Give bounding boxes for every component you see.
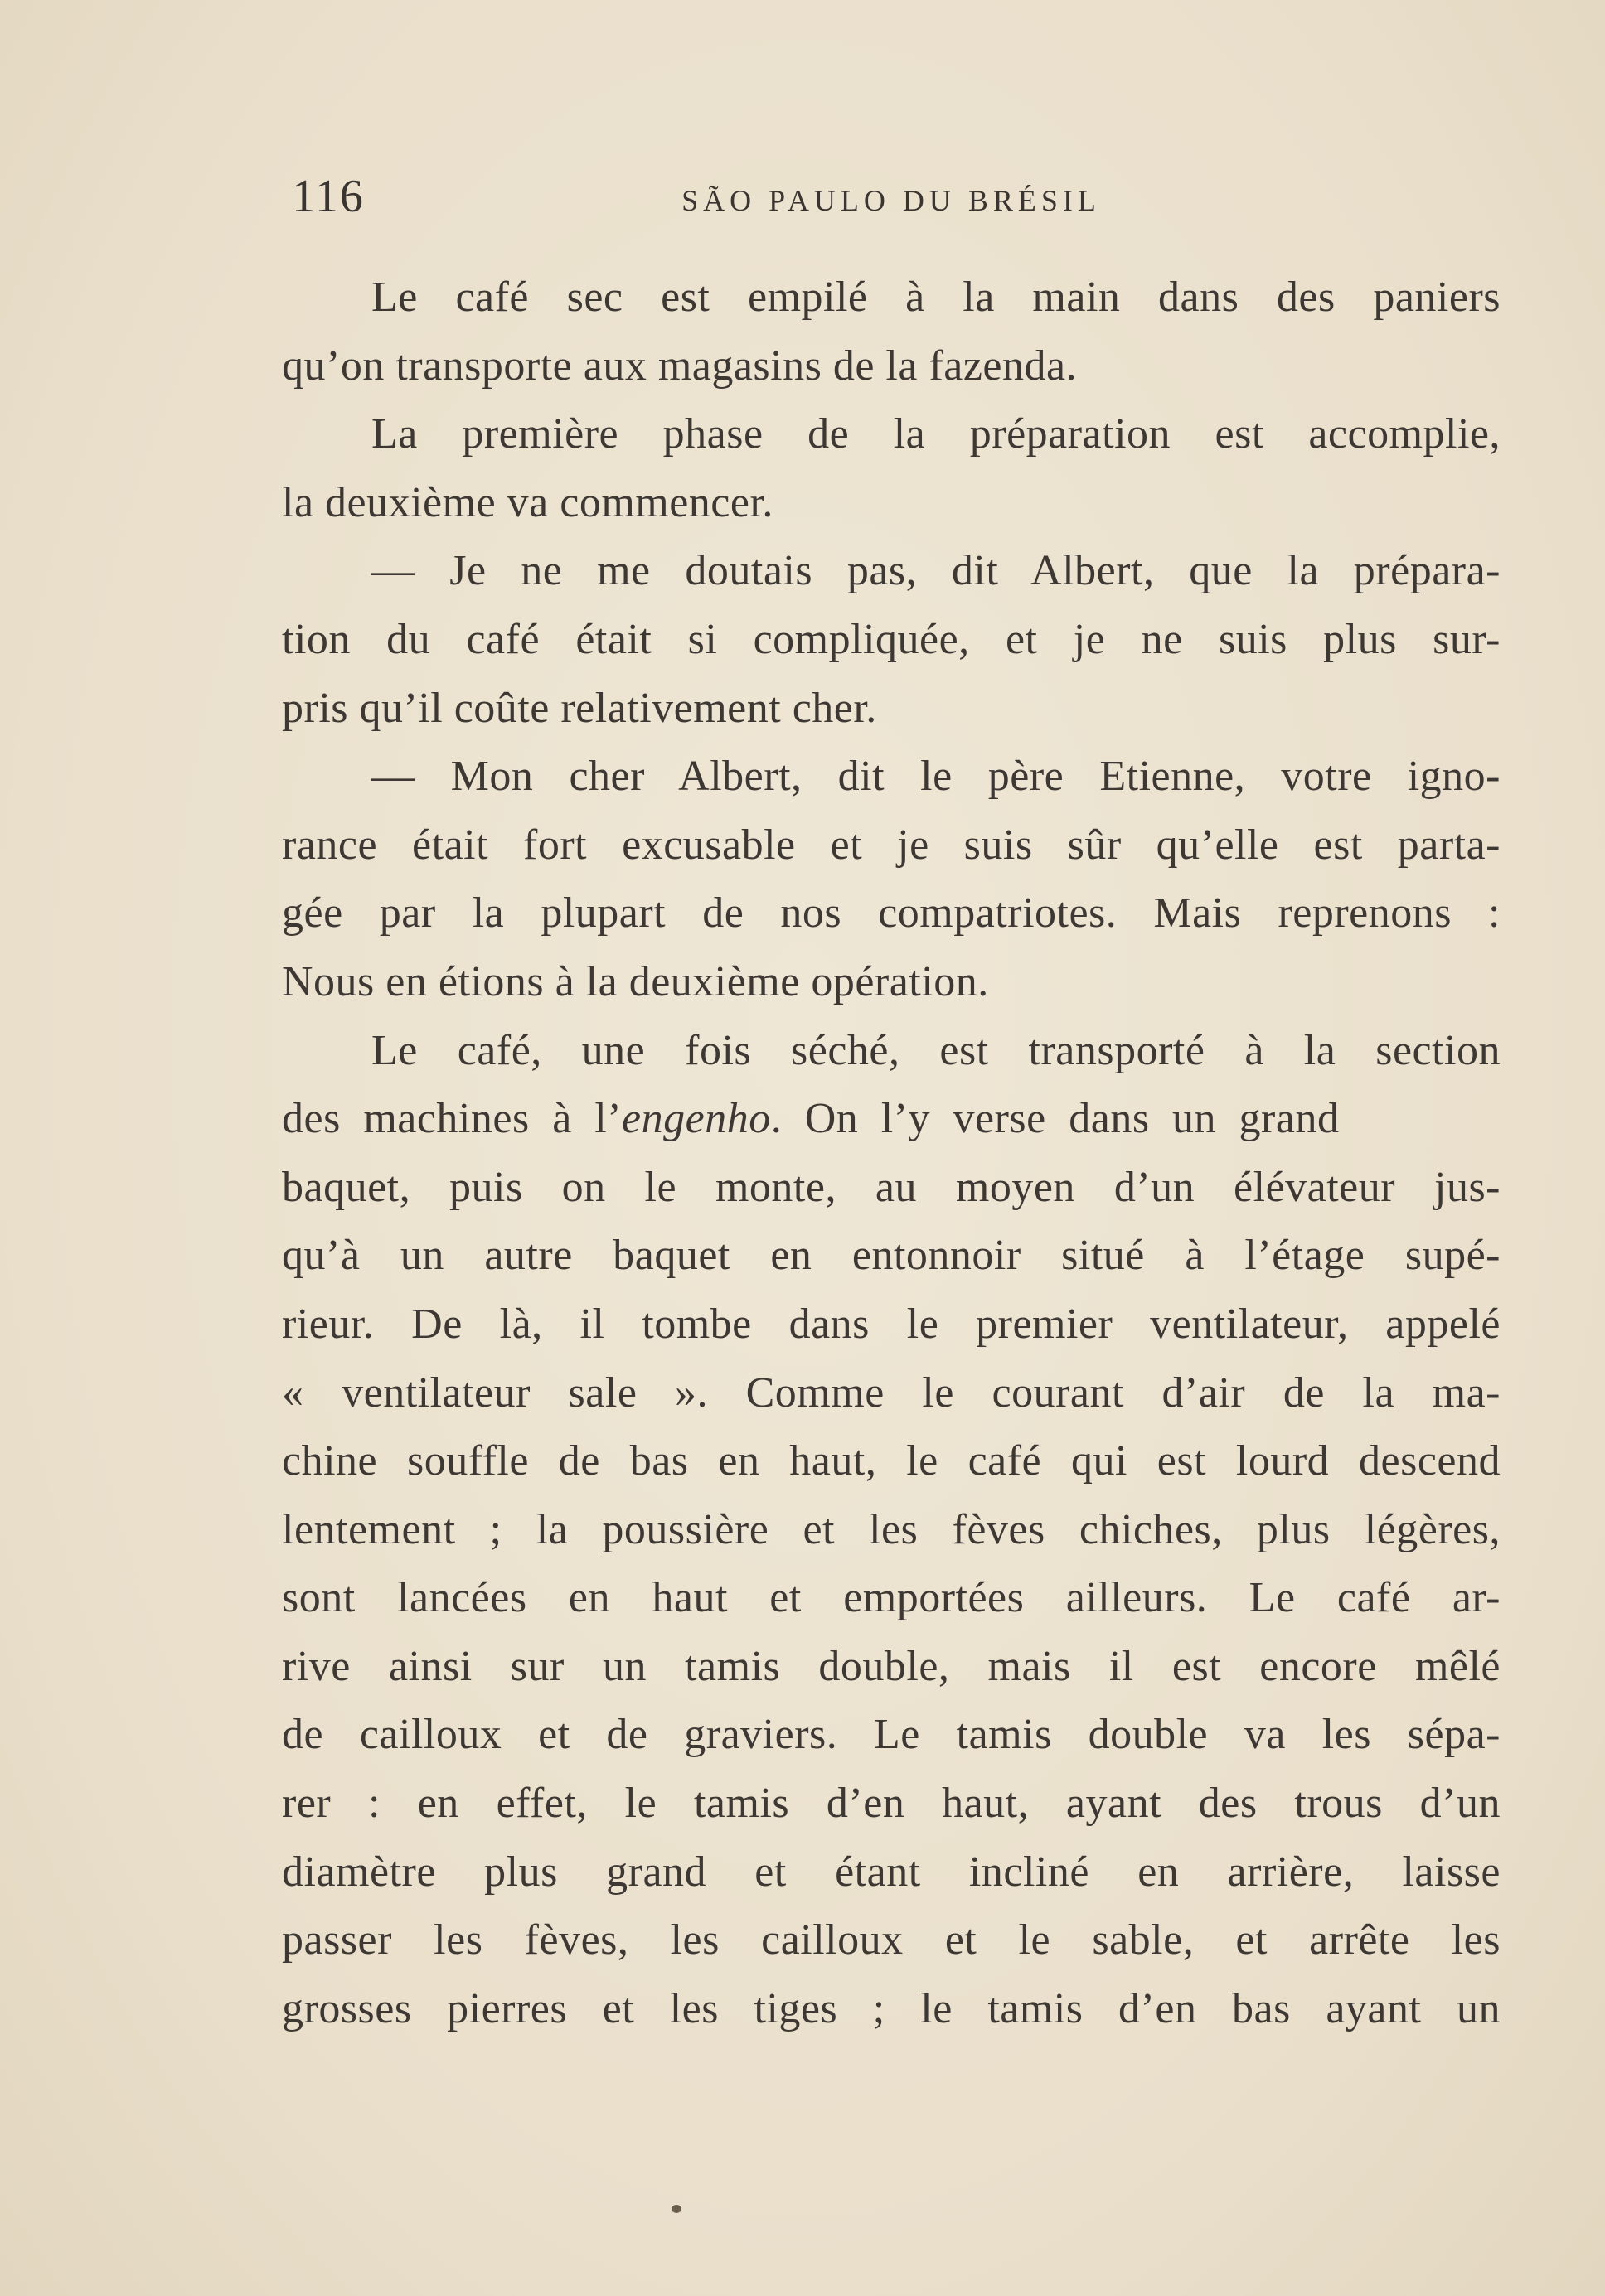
text-line: la deuxième va commencer. [282,478,773,526]
running-title: SÃO PAULO DU BRÉSIL [681,184,1101,217]
text-segment: . On l’y verse dans un grand [770,1095,1340,1143]
text-line: sont lancées en haut et emportées ailleurs. Le café ar- [282,1574,1501,1622]
text-line: rance était fort excusable et je suis sûr qu’elle est parta- [282,821,1501,869]
text-line: gée par la plupart de nos compatriotes. Mais reprenons : [282,889,1501,937]
text-line: lentement ; la poussière et les fèves chiches, plus légères, [282,1505,1501,1553]
text-line: baquet, puis on le monte, au moyen d’un élévateur jus- [282,1163,1501,1211]
page-number: 116 [292,171,365,222]
text-segment: des machines à l’ [282,1095,623,1143]
page-header [282,170,1501,228]
ink-speck [672,2205,681,2213]
italic-word: engenho [622,1095,771,1143]
text-line: pris qu’il coûte relativement cher. [282,684,877,732]
text-line: passer les fèves, les cailloux et le sable, et arrête les [282,1916,1501,1964]
text-line: « ventilateur sale ». Comme le courant d’air de la ma- [282,1368,1501,1417]
body-text [282,264,1501,2043]
text-line: diamètre plus grand et étant incliné en arrière, laisse [282,1848,1501,1896]
text-line: rer : en effet, le tamis d’en haut, ayant des trous d’un [282,1780,1501,1828]
text-line: qu’à un autre baquet en entonnoir situé à l’étage supé- [282,1232,1501,1280]
text-line: tion du café était si compliquée, et je ne suis plus sur- [282,615,1501,663]
text-line: Le café sec est empilé à la main dans des paniers [371,274,1501,321]
text-line: grosses pierres et les tiges ; le tamis d’en bas ayant un [282,1984,1501,2032]
text-line: La première phase de la préparation est accomplie, [371,410,1501,458]
text-line: — Mon cher Albert, dit le père Etienne, votre igno- [371,753,1501,801]
text-line: rive ainsi sur un tamis double, mais il est encore mêlé [282,1642,1501,1690]
text-line: Nous en étions à la deuxième opération. [282,957,989,1005]
text-line: chine souffle de bas en haut, le café qui est lourd descend [282,1437,1501,1485]
text-line: de cailloux et de graviers. Le tamis double va les sépa- [282,1711,1501,1759]
text-line: qu’on transporte aux magasins de la fazenda. [282,341,1078,390]
text-line: rieur. De là, il tombe dans le premier ventilateur, appelé [282,1300,1501,1348]
text-line: Le café, une fois séché, est transporté à la section [371,1026,1501,1074]
text-line [282,1085,1501,1154]
text-line: — Je ne me doutais pas, dit Albert, que la prépara- [371,547,1501,595]
